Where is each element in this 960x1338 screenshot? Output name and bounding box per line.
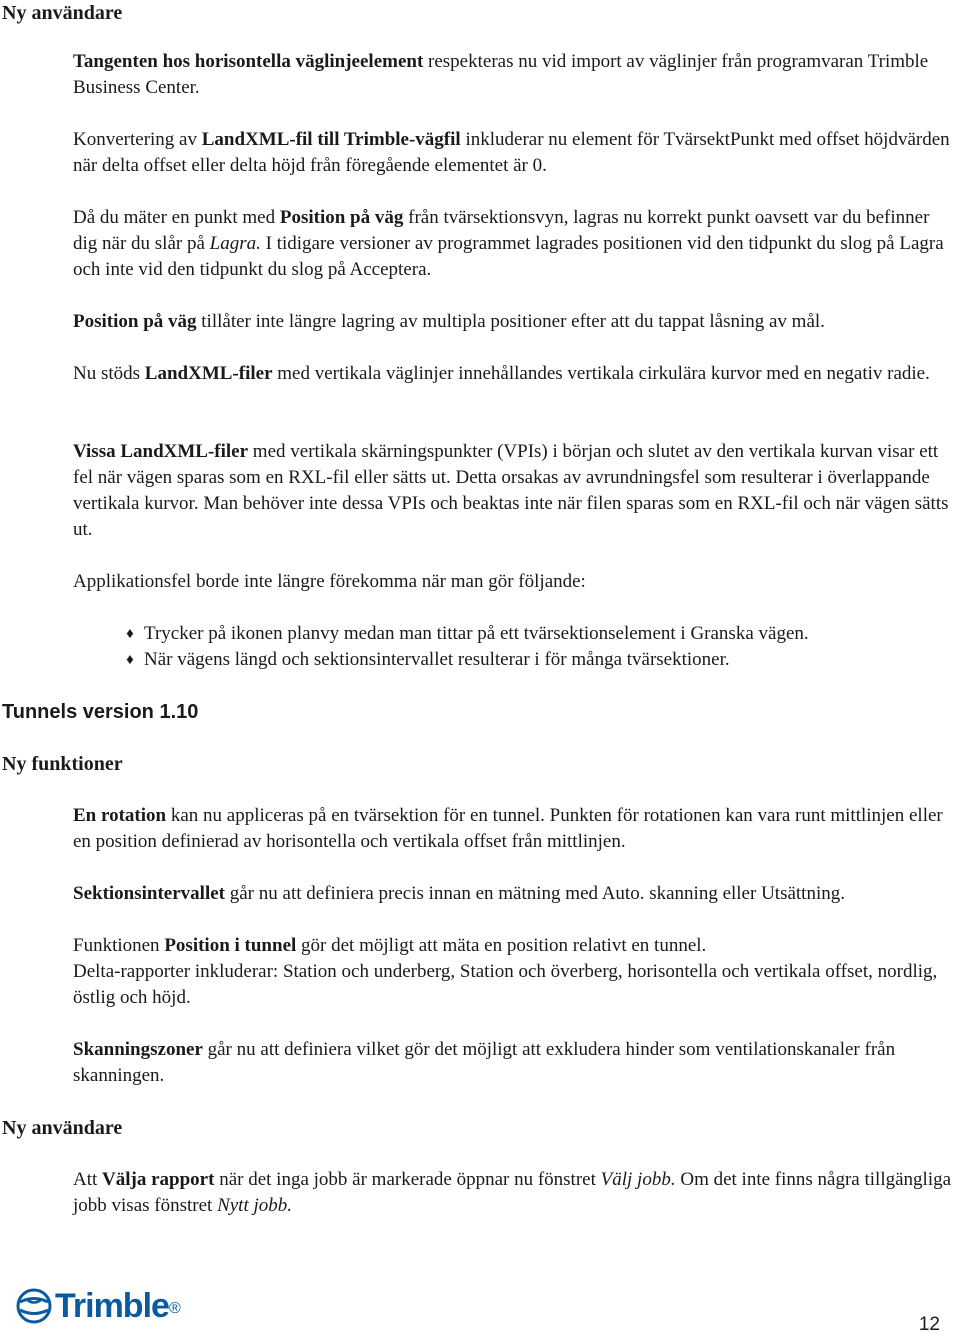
paragraph-multipla-positioner: Position på väg tillåter inte längre lagring av multipla positioner efter att du tappat låsning av mål. — [73, 311, 825, 332]
bold-term: Sektionsintervallet — [73, 883, 225, 904]
bold-term: Position i tunnel — [164, 935, 297, 956]
bold-term: Tangenten hos horisontella väglinjeelement — [73, 51, 424, 72]
bold-term: Välja rapport — [102, 1169, 215, 1190]
paragraph-landxml-stod: Nu stöds LandXML-filer med vertikala väglinjer innehållandes vertikala cirkulära kurvor med en negativ radie. — [73, 363, 930, 384]
bold-term: Skanningszoner — [73, 1039, 203, 1060]
trimble-logo — [15, 1286, 181, 1326]
italic-term: Nytt jobb. — [217, 1195, 293, 1216]
paragraph-position-i-tunnel: Funktionen Position i tunnel gör det möjligt att mäta en position relativt en tunnel. Delta-rapporter inkluderar: Station och underberg, Station och överberg, horisontella och vertikala offset, nordlig, östlig och höjd. — [73, 935, 938, 1008]
paragraph-tangent: Tangenten hos horisontella väglinjeelement respekteras nu vid import av väglinjer från programvaran Trimble Business Center. — [73, 51, 929, 98]
bold-term: Vissa LandXML-filer — [73, 441, 249, 462]
paragraph-rotation: En rotation kan nu appliceras på en tvärsektion för en tunnel. Punkten för rotationen kan vara runt mittlinjen eller en position definierad av horisontella och vertikala offset från mittlinjen. — [73, 805, 943, 852]
section-heading-tunnels: Tunnels version 1.10 — [2, 701, 199, 723]
bullet-list — [120, 621, 950, 673]
bold-term: En rotation — [73, 805, 167, 826]
paragraph-konvertering: Konvertering av LandXML-fil till Trimble-vägfil inkluderar nu element för TvärsektPunkt med offset höjdvärden när delta offset eller delta höjd från föregående elementet är 0. — [73, 129, 950, 176]
section-heading-ny-funktioner: Ny funktioner — [2, 753, 123, 775]
bold-term: LandXML-filer — [144, 363, 273, 384]
section-heading-ny-anvandare: Ny användare — [2, 2, 123, 24]
list-item: ♦ När vägens längd och sektionsintervallet resulterar i för många tvärsektioner. — [120, 647, 950, 673]
paragraph-applikationsfel: Applikationsfel borde inte längre förekomma när man gör följande: — [73, 571, 586, 592]
list-item: ♦ Trycker på ikonen planvy medan man tittar på ett tvärsektionselement i Granska vägen. — [120, 621, 950, 647]
bold-term: Position på väg — [279, 207, 404, 228]
logo-wordmark: Trimble — [55, 1287, 169, 1325]
bold-term: Position på väg — [73, 311, 197, 332]
diamond-bullet-icon: ♦ — [126, 626, 134, 642]
bold-term: LandXML-fil till Trimble-vägfil — [201, 129, 461, 150]
italic-term: Lagra. — [209, 233, 261, 254]
paragraph-vpis: Vissa LandXML-filer med vertikala skärningspunkter (VPIs) i början och slutet av den vertikala kurvan visar ett fel när vägen sparas som en RXL-fil eller sätts ut. Detta orsakas av avrundningsfel som resulterar i överlappande vertikala kurvor. Man behöver inte dessa VPIs och beaktas inte när filen sparas som en RXL-fil och när vägen sätts ut. — [73, 441, 949, 540]
registered-mark: ® — [168, 1300, 181, 1317]
page-number: 12 — [918, 1314, 940, 1335]
italic-term: Välj jobb. — [600, 1169, 676, 1190]
section-heading-ny-anvandare-2: Ny användare — [2, 1117, 123, 1139]
trimble-globe-icon — [15, 1287, 53, 1325]
paragraph-skanningszoner: Skanningszoner går nu att definiera vilket gör det möjligt att exkludera hinder som ventilationskanaler från skanningen. — [73, 1039, 896, 1086]
diamond-bullet-icon: ♦ — [126, 652, 134, 668]
paragraph-valja-rapport: Att Välja rapport när det inga jobb är markerade öppnar nu fönstret Välj jobb. Om det inte finns några tillgängliga jobb visas fönstret Nytt jobb. — [73, 1169, 952, 1216]
paragraph-sektionsintervallet: Sektionsintervallet går nu att definiera precis innan en mätning med Auto. skanning eller Utsättning. — [73, 883, 845, 904]
paragraph-position-pa-vag: Då du mäter en punkt med Position på väg från tvärsektionsvyn, lagras nu korrekt punkt oavsett var du befinner dig när du slår på Lagra. I tidigare versioner av programmet lagrades positionen vid den tidpunkt du slog på Lagra och inte vid den tidpunkt du slog på Acceptera. — [73, 207, 944, 280]
